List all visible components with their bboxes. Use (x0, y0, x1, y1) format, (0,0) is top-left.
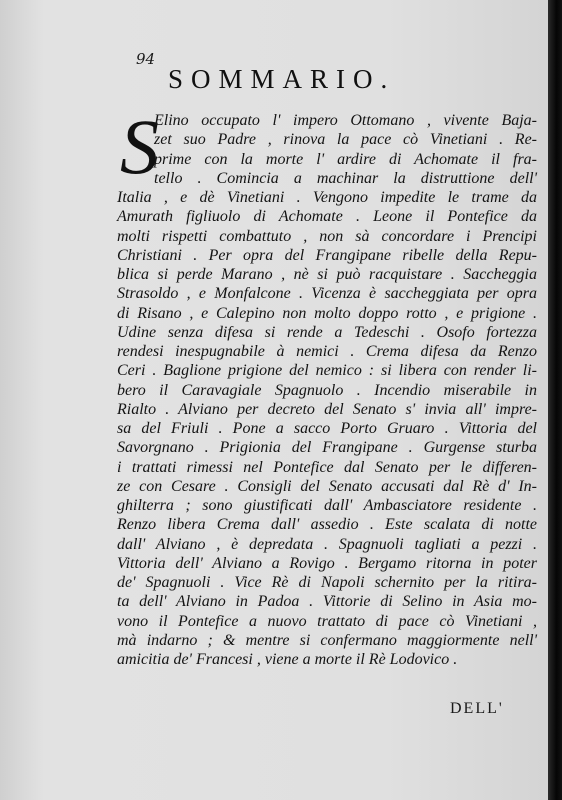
summary-line: zet suo Padre , rinova la pace cò Vinetiani . Re- (154, 131, 537, 149)
summary-line: Rialto . Alviano per decreto del Senato s' invia all' impre- (117, 400, 537, 418)
summary-line: molti rispetti combattuto , non sà concordare i Prencipi (117, 227, 537, 245)
summary-line: vono il Pontefice a nuovo trattato di pace cò Vinetiani , (117, 612, 537, 630)
summary-line: blica si perde Marano , nè si può racquistare . Saccheggia (117, 266, 537, 283)
summary-line: Ceri . Baglione prigione del nemico : si libera con render li- (117, 362, 537, 380)
summary-line: ghilterra ; sono giustificati dall' Ambasciatore residente . (117, 497, 537, 514)
summary-line: Strasoldo , e Monfalcone . Vicenza è saccheggiata per opra (117, 285, 537, 303)
summary-line: bero il Caravagiale Spagnuolo . Incendio miserabile in (117, 381, 537, 399)
summary-line: Elino occupato l' impero Ottomano , vivente Baja- (154, 112, 537, 129)
summary-line: Amurath figliuolo di Achomate . Leone il Pontefice da (117, 208, 537, 226)
summary-line: di Risano , e Calepino non molto doppo rotto , e prigione . (117, 304, 537, 322)
summary-line: amicitia de' Francesi , viene a morte il Rè Lodovico . (117, 651, 458, 668)
page-title: SOMMARIO. (168, 64, 396, 94)
summary-line: prime con la morte l' ardire di Achomate il fra- (154, 150, 537, 168)
summary-line: Vittoria dell' Alviano a Rovigo . Bergamo ritorna in poter (117, 554, 537, 572)
summary-line: de' Spagnuoli . Vice Rè di Napoli schernito per la ritira- (117, 574, 537, 591)
summary-line: tello . Comincia a machinar la distruttione dell' (154, 169, 537, 187)
summary-line: Italia , e dè Vinetiani . Vengono impedite le trame da (117, 189, 537, 206)
summary-line: ta dell' Alviano in Padoa . Vittorie di Selino in Asia mo- (117, 593, 537, 611)
summary-line: Savorgnano . Prigionia del Frangipane . Gurgense sturba (117, 439, 537, 457)
summary-line: sa del Friuli . Pone a sacco Porto Gruaro . Vittoria del (117, 420, 537, 437)
summary-line: rendesi inespugnabile à nemici . Crema difesa da Renzo (117, 343, 537, 360)
page-number: 94 (136, 50, 156, 68)
summary-line: mà indarno ; & mentre si confermano maggiormente nell' (117, 631, 537, 649)
summary-line: dall' Alviano , è depredata . Spagnuoli tagliati a pezzi . (117, 535, 537, 553)
summary-line: Udine senza difesa si rende a Tedeschi . Osofo fortezza (117, 323, 537, 341)
summary-line: i trattati rimessi nel Pontefice dal Senato per le differen- (117, 458, 537, 476)
drop-cap-initial: S (120, 103, 159, 190)
page-edge-shadow (548, 0, 562, 800)
summary-line: Christiani . Per opra del Frangipane ribelle della Repu- (117, 246, 537, 264)
catchword: DELL' (450, 700, 504, 717)
summary-line: ze con Cesare . Consigli del Senato accusati dal Rè d' In- (117, 477, 537, 495)
summary-line: Renzo libera Crema dall' assedio . Este scalata di notte (117, 516, 537, 534)
summary-text (117, 111, 537, 669)
